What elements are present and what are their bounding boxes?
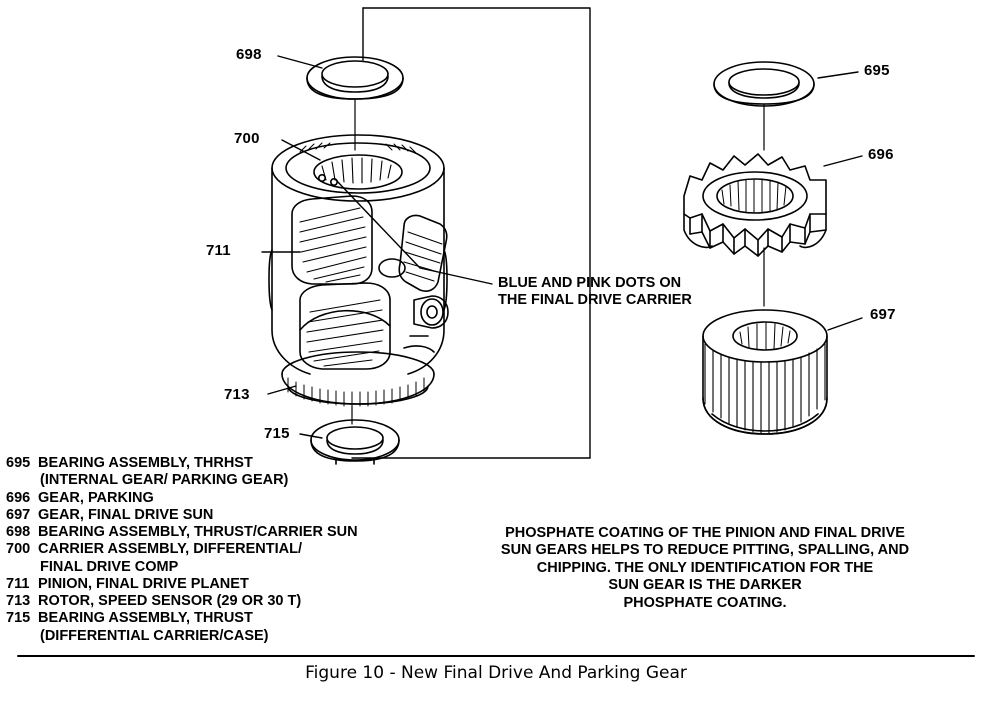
callout-695: 695 [864,62,890,79]
legend-row-695 [6,455,358,472]
part-697-sun-gear [703,310,827,434]
callout-715: 715 [264,425,290,442]
callout-700: 700 [234,130,260,147]
parts-legend [6,455,358,645]
blue-pink-dots-annotation [498,275,692,310]
blue-pink-dots-line-1: BLUE AND PINK DOTS ON [498,275,682,291]
legend-cont-700: FINAL DRIVE COMP [40,558,179,575]
callout-698: 698 [236,46,262,63]
phosphate-line-1: PHOSPHATE COATING OF THE PINION AND FINAL DRIVE [505,525,905,541]
legend-num-695: 695 [6,455,31,471]
legend-num-715: 715 [6,610,31,627]
legend-text-696: GEAR, PARKING [38,489,154,506]
legend-num-698: 698 [6,524,31,540]
legend-num-713: 713 [6,593,31,609]
phosphate-coating-note [455,525,955,612]
part-700-carrier-assembly [269,135,448,374]
part-696-parking-gear [684,154,826,256]
legend-text-695: BEARING ASSEMBLY, THRHST [38,455,253,471]
legend-text-715: BEARING ASSEMBLY, THRUST [38,610,253,627]
callout-696: 696 [868,146,894,163]
part-698-thrust-bearing [307,57,403,99]
legend-row-697 [6,507,358,524]
callout-713: 713 [224,386,250,403]
blue-pink-dots-line-2: THE FINAL DRIVE CARRIER [498,292,692,309]
legend-row-715 [6,610,358,627]
legend-row-696 [6,490,358,507]
phosphate-line-3: CHIPPING. THE ONLY IDENTIFICATION FOR THE [536,559,874,576]
legend-cont-695: (INTERNAL GEAR/ PARKING GEAR) [40,472,289,489]
callout-697: 697 [870,306,896,323]
figure-caption: Figure 10 - New Final Drive And Parking Gear [305,663,687,683]
legend-num-696: 696 [6,489,31,506]
legend-text-700: CARRIER ASSEMBLY, DIFFERENTIAL/ [38,541,302,558]
legend-cont-715: (DIFFERENTIAL CARRIER/CASE) [40,627,269,644]
legend-text-698: BEARING ASSEMBLY, THRUST/CARRIER SUN [38,524,358,540]
phosphate-line-4: SUN GEAR IS THE DARKER [608,577,802,594]
legend-text-697: GEAR, FINAL DRIVE SUN [38,506,214,523]
legend-num-697: 697 [6,506,31,523]
phosphate-line-5: PHOSPHATE COATING. [623,594,787,611]
legend-row-698 [6,524,358,541]
legend-row-700 [6,541,358,558]
legend-text-713: ROTOR, SPEED SENSOR (29 OR 30 T) [38,593,302,609]
legend-num-711: 711 [6,575,30,592]
callout-711: 711 [206,242,231,259]
part-695-thrust-bearing [714,62,814,106]
legend-text-711: PINION, FINAL DRIVE PLANET [38,575,249,592]
legend-num-700: 700 [6,541,31,558]
legend-row-711 [6,576,358,593]
legend-row-713 [6,593,358,610]
part-713-speed-sensor-rotor [282,352,434,406]
phosphate-line-2: SUN GEARS HELPS TO REDUCE PITTING, SPALLING, AND [500,542,910,559]
